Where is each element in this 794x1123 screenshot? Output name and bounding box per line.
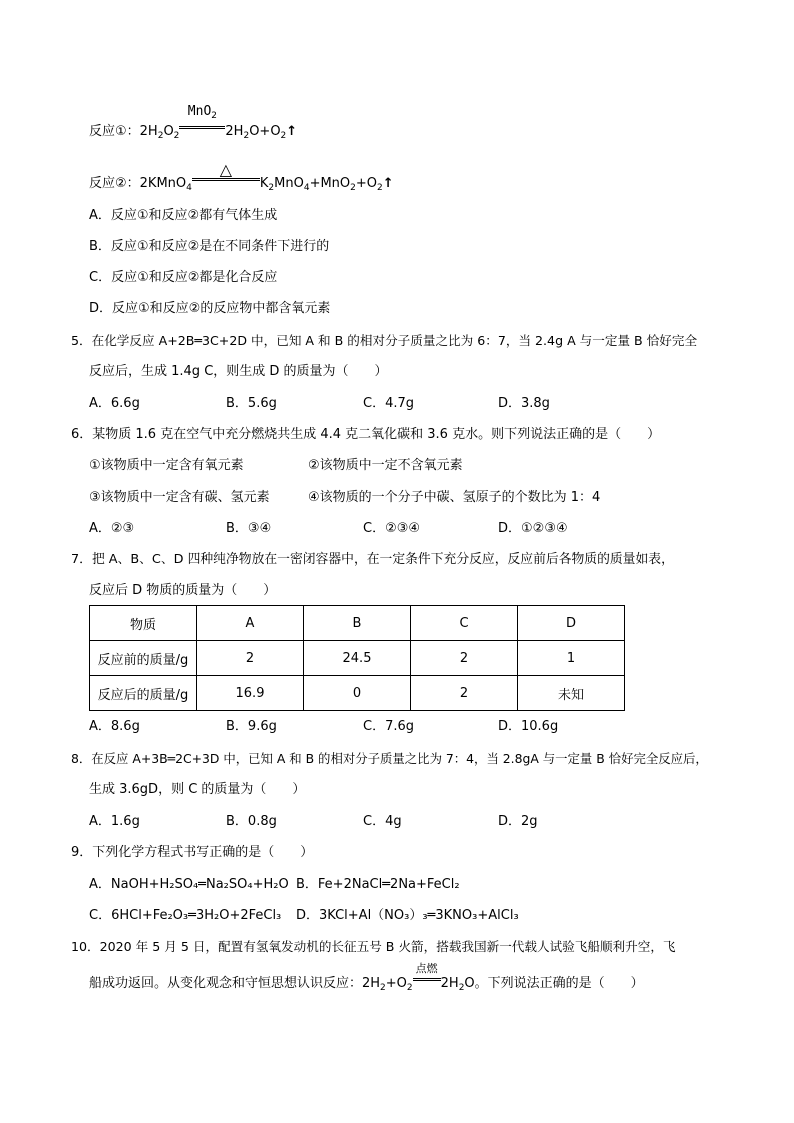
table-cell: 2	[197, 641, 304, 676]
subscript: 2	[243, 131, 250, 141]
subscript: 2	[157, 131, 164, 141]
reaction-2-reactant: 2KMnO	[139, 176, 187, 191]
reaction-1-reactant-o: O	[163, 124, 174, 139]
table-header-cell: B	[304, 606, 411, 641]
q10-text: O。下列说法正确的是（ ）	[464, 976, 644, 991]
subscript: 2	[377, 183, 383, 193]
q7-option-c[interactable]: C．7.6g	[363, 719, 415, 734]
ignition-condition	[413, 962, 441, 987]
reaction-2-product-2: MnO	[274, 176, 304, 191]
subscript: 2	[406, 983, 413, 993]
table-header-cell: C	[411, 606, 518, 641]
reaction-1-condition	[179, 104, 225, 135]
table-cell: 反应前的质量/g	[90, 641, 197, 676]
q8-option-c[interactable]: C．4g	[363, 814, 402, 829]
reaction-2	[89, 160, 394, 197]
q10-text: 船成功返回。从变化观念和守恒思想认识反应：2H	[89, 976, 381, 991]
q7-option-b[interactable]: B．9.6g	[226, 719, 277, 734]
q5-stem-line2: 反应后，生成 1.4g C，则生成 D 的质量为（ ）	[89, 364, 388, 379]
q6-statement-4: ④该物质的一个分子中碳、氢原子的个数比为 1：4	[308, 490, 601, 505]
reaction-1-product-2: O+O	[249, 124, 281, 139]
q7-stem-line2: 反应后 D 物质的质量为（ ）	[89, 583, 277, 598]
q4-option-c[interactable]: C．反应①和反应②都是化合反应	[89, 270, 278, 285]
reaction-2-product-3: +MnO	[309, 176, 351, 191]
reaction-2-condition	[192, 160, 260, 187]
q10-stem-line1: 10．2020 年 5 月 5 日，配置有氢氧发动机的长征五号 B 火箭，搭载我国新一代载人试验飞船顺利升空，飞	[71, 939, 676, 954]
q7-option-d[interactable]: D．10.6g	[498, 719, 559, 734]
table-cell: 0	[304, 676, 411, 711]
q4-option-b[interactable]: B．反应①和反应②是在不同条件下进行的	[89, 239, 330, 254]
q6-stem: 6．某物质 1.6 克在空气中充分燃烧共生成 4.4 克二氧化碳和 3.6 克水。则下列说法正确的是（ ）	[71, 427, 661, 442]
equals-bar	[179, 126, 225, 129]
table-cell: 16.9	[197, 676, 304, 711]
q6-statement-3: ③该物质中一定含有碳、氢元素	[89, 490, 270, 505]
reaction-1-label: 反应①：	[89, 124, 140, 139]
q9-option-d[interactable]: D．3KCl+Al（NO₃）₃═3KNO₃+AlCl₃	[296, 908, 519, 923]
table-cell: 2	[411, 641, 518, 676]
q9-option-c[interactable]: C．6HCl+Fe₂O₃═3H₂O+2FeCl₃	[89, 908, 282, 923]
q4-option-a[interactable]: A．反应①和反应②都有气体生成	[89, 208, 278, 223]
table-row	[90, 676, 625, 711]
subscript: 2	[458, 983, 465, 993]
table-header-row	[90, 606, 625, 641]
table-cell: 24.5	[304, 641, 411, 676]
reaction-2-product-4: +O	[355, 176, 378, 191]
q7-option-a[interactable]: A．8.6g	[89, 719, 140, 734]
q8-stem-line2: 生成 3.6gD，则 C 的质量为（ ）	[89, 782, 306, 797]
table-cell: 未知	[518, 676, 625, 711]
q6-statement-2: ②该物质中一定不含氧元素	[308, 458, 463, 473]
table-header-cell: A	[197, 606, 304, 641]
reaction-1-product: 2H	[225, 124, 244, 139]
heat-triangle-icon: △	[219, 160, 233, 179]
q6-option-a[interactable]: A．②③	[89, 521, 135, 536]
reaction-2-label: 反应②：	[89, 176, 140, 191]
reaction-1	[89, 104, 298, 145]
reaction-2-product: K	[259, 176, 269, 191]
subscript: 2	[350, 183, 356, 193]
q5-stem-line1: 5．在化学反应 A+2B═3C+2D 中，已知 A 和 B 的相对分子质量之比为 6：7，当 2.4g A 与一定量 B 恰好完全	[71, 333, 698, 348]
subscript: 4	[186, 183, 192, 193]
q9-stem: 9．下列化学方程式书写正确的是（ ）	[71, 845, 314, 860]
q5-option-d[interactable]: D．3.8g	[498, 396, 550, 411]
ignition-label: 点燃	[415, 962, 438, 975]
q4-option-d[interactable]: D．反应①和反应②的反应物中都含氧元素	[89, 301, 331, 316]
subscript: 2	[268, 183, 275, 193]
table-cell: 1	[518, 641, 625, 676]
q10-text: +O	[385, 976, 407, 991]
table-header-cell: D	[518, 606, 625, 641]
q9-option-b[interactable]: B．Fe+2NaCl═2Na+FeCl₂	[296, 877, 460, 892]
q8-option-b[interactable]: B．0.8g	[226, 814, 277, 829]
subscript: 4	[303, 183, 310, 193]
table-row	[90, 641, 625, 676]
q7-stem-line1: 7．把 A、B、C、D 四种纯净物放在一密闭容器中，在一定条件下充分反应，反应前后各物质的质量如表，	[71, 552, 674, 567]
subscript: 2	[211, 111, 218, 121]
equals-bar	[413, 978, 441, 981]
mass-table	[89, 605, 625, 711]
table-cell: 反应后的质量/g	[90, 676, 197, 711]
q6-option-d[interactable]: D．①②③④	[498, 521, 568, 536]
catalyst-label	[179, 103, 225, 125]
gas-arrow-icon: ↑	[382, 176, 394, 191]
subscript: 2	[380, 983, 386, 993]
table-cell: 2	[411, 676, 518, 711]
table-header-cell: 物质	[90, 606, 197, 641]
q5-option-a[interactable]: A．6.6g	[89, 396, 140, 411]
q8-option-a[interactable]: A．1.6g	[89, 814, 140, 829]
q5-option-b[interactable]: B．5.6g	[226, 396, 277, 411]
q6-option-c[interactable]: C．②③④	[363, 521, 421, 536]
q10-stem-line2	[89, 962, 644, 997]
q5-option-c[interactable]: C．4.7g	[363, 396, 415, 411]
subscript: 2	[280, 131, 287, 141]
q6-statement-1: ①该物质中一定含有氧元素	[89, 458, 244, 473]
q8-option-d[interactable]: D．2g	[498, 814, 538, 829]
q6-option-b[interactable]: B．③④	[226, 521, 272, 536]
q9-option-a[interactable]: A．NaOH+H₂SO₄═Na₂SO₄+H₂O	[89, 877, 289, 892]
catalyst-text: MnO	[187, 104, 212, 119]
q10-text: 2H	[440, 976, 459, 991]
gas-arrow-icon: ↑	[286, 124, 298, 139]
subscript: 2	[173, 131, 180, 141]
q8-stem-line1: 8．在反应 A+3B═2C+3D 中，已知 A 和 B 的相对分子质量之比为 7：4，当 2.8gA 与一定量 B 恰好完全反应后，	[71, 751, 708, 766]
reaction-1-reactant: 2H	[139, 124, 158, 139]
